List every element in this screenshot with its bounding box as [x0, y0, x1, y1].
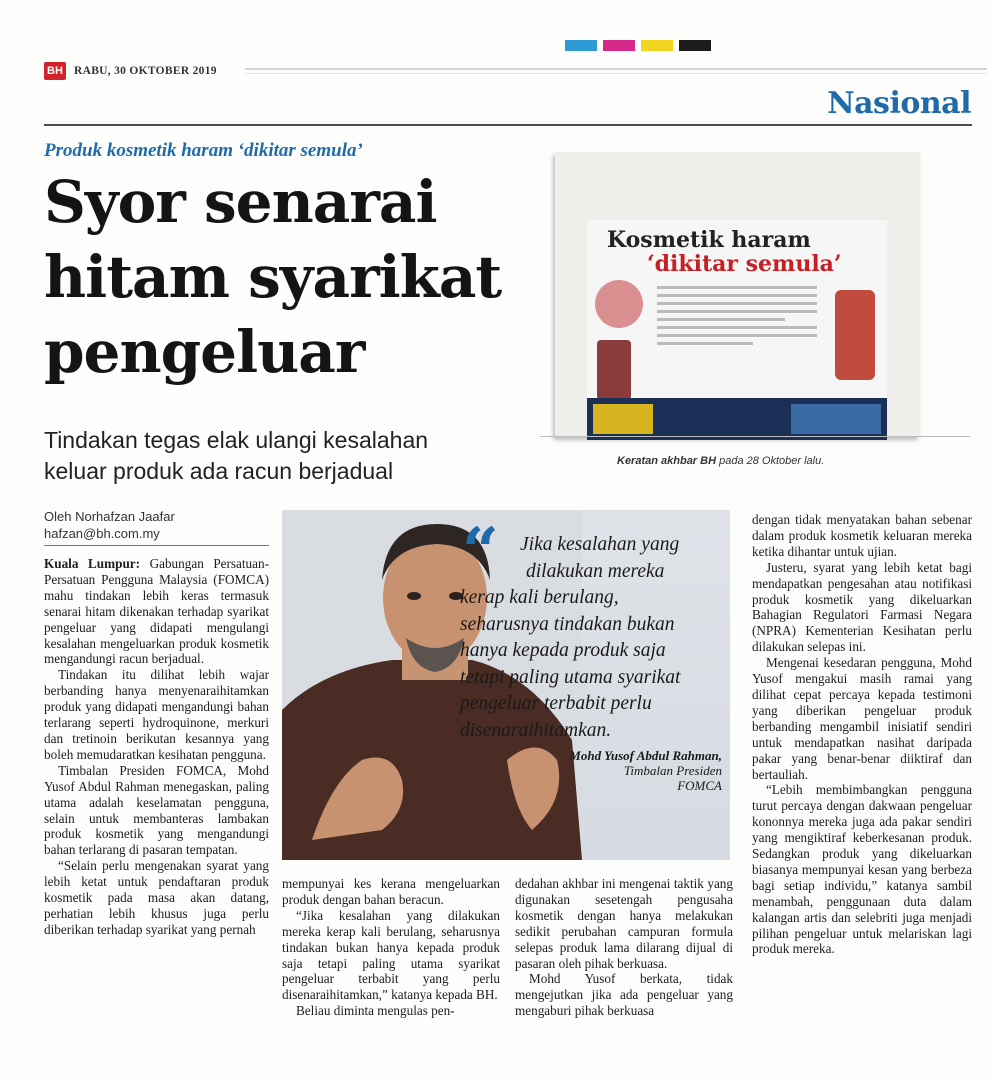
paragraph: mempunyai kes kerana mengeluarkan produk dengan bahan beracun.	[282, 876, 500, 907]
kicker: Produk kosmetik haram ‘dikitar semula’	[44, 140, 363, 161]
clipping-headline-1: Kosmetik haram	[607, 227, 811, 253]
photo-with-quote	[282, 510, 730, 860]
body-column-2	[282, 876, 500, 1019]
paragraph: Beliau diminta mengulas pen-	[296, 1003, 455, 1019]
quote-line: tetapi paling utama syarikat	[460, 666, 681, 688]
lipstick-icon	[597, 340, 631, 400]
section-rule	[44, 124, 972, 126]
quote-line: pengeluar terbabit perlu	[460, 693, 652, 714]
deck-line-1: Tindakan tegas elak ulangi kesalahan	[44, 427, 429, 453]
paragraph: dengan tidak menyatakan bahan sebenar dalam produk kosmetik keluaran mereka ketika dihantar untuk ujian.	[752, 512, 972, 559]
paragraph: Timbalan Presiden FOMCA, Mohd Yusof Abdul Rahman menegaskan, paling utama adalah keselamatan pengguna, selain untuk membanteras lambakan produk kosmetik yang mengandungi bahan terlarang di pasaran tempatan.	[44, 762, 269, 858]
paragraph	[44, 556, 269, 667]
cyan-mark	[565, 40, 597, 51]
paragraph: dedahan akhbar ini mengenai taktik yang digunakan sesetengah pengusaha kosmetik dengan hanya melakukan sedikit perubahan campuran formula selepas produk lama dilarang dijual di pasaran oleh pihak berkuasa.	[515, 876, 733, 971]
pull-quote	[460, 532, 722, 744]
body-column-4	[752, 512, 972, 957]
quote-org: FOMCA	[677, 778, 722, 793]
deck-line-2: keluar produk ada racun berjadual	[44, 458, 394, 484]
magenta-mark	[603, 40, 635, 51]
clipping-page	[587, 220, 887, 440]
paragraph: Mengenai kesedaran pengguna, Mohd Yusof mengakui masih ramai yang dilihat cepat percaya kepada testimoni yang diberikan pengeluar produk berbanding mengambil inisiatif sendiri untuk mendapatkan nasihat daripada pakar yang benar-benar diiktiraf dan bertauliah.	[752, 655, 972, 782]
clipping-headline-2: ‘dikitar semula’	[647, 251, 842, 277]
byline-author: Oleh Norhafzan Jaafar	[44, 509, 175, 524]
dateline: Kuala Lumpur:	[44, 556, 141, 571]
clipping-caption	[617, 455, 824, 467]
paragraph: Tindakan itu dilihat lebih wajar berbanding hanya menyenaraihitamkan produk yang didapati mengandungi bahan terlarang seperti hydroquinone, merkuri dan tretinoin berikutan kesannya yang boleh memudaratkan kesihatan pengguna.	[44, 667, 269, 762]
print-color-marks	[565, 40, 711, 51]
header-rule	[245, 68, 987, 74]
quote-line: hanya kepada produk saja	[460, 640, 666, 661]
deck	[44, 425, 524, 487]
paragraph: “Jika kesalahan yang dilakukan mereka kerap kali berulang, seharusnya tindakan bukan hanya kepada produk saja tetapi paling utama syarikat pengeluar terbabit yang perlu disenaraihitamkan,” katanya kepada BH.	[282, 907, 500, 1003]
body-column-1	[44, 556, 269, 938]
newspaper-clipping-image	[555, 152, 920, 437]
clipping-headline	[607, 228, 842, 276]
paragraph: Justeru, syarat yang lebih ketat bagi mendapatkan pengesahan atau notifikasi produk kosmetik yang dikeluarkan Bahagian Regulatori Farmasi Negara (NPRA) Kementerian Kesihatan perlu dilakukan selepas ini.	[752, 559, 972, 655]
quote-line: dilakukan mereka	[526, 560, 665, 582]
body-column-3	[515, 876, 733, 1019]
paragraph: “Lebih membimbangkan pengguna turut percaya dengan dakwaan pengeluar kononnya mereka juga ada pakar sendiri yang mengiktiraf keberkesanan produk. Sedangkan produk yang dikeluarkan biasanya mempunyai kesan yang berbeza bagi setiap individu,” katanya sambil menambah, penggunaan duta dalam kalangan artis dan selebriti juga menjadi pilihan pengeluar untuk melariskan lagi produk mereka.	[752, 782, 972, 957]
paragraph: “Selain perlu mengenakan syarat yang lebih ketat untuk pendaftaran produk kosmetik pada masa akan datang, perhatian lebih khusus juga perlu diberikan terhadap syarikat yang pernah	[44, 858, 269, 937]
caption-bold: Keratan akhbar BH	[617, 455, 717, 467]
quote-line: Jika kesalahan yang	[520, 534, 680, 555]
byline	[44, 508, 175, 542]
blush-compact-icon	[595, 280, 643, 328]
byline-rule	[44, 545, 269, 546]
quote-role: Timbalan Presiden	[623, 763, 722, 778]
masthead	[44, 62, 217, 80]
quote-line: seharusnya tindakan bukan	[460, 613, 675, 635]
paragraph-text: Gabungan Persatuan-Persatuan Pengguna Malaysia (FOMCA) mahu tindakan lebih keras termasuk senarai hitam dikenakan terhadap syarikat pengeluar yang didapati mengulangi kesalahan mengeluarkan produk kosmetik mengandungi racun berjadual.	[44, 556, 269, 667]
quote-attribution	[569, 748, 722, 793]
byline-email: hafzan@bh.com.my	[44, 526, 160, 541]
clipping-footer	[587, 398, 887, 440]
quote-line: disenaraihitamkan.	[460, 719, 612, 741]
headline-line-1: Syor senarai	[44, 168, 437, 236]
quote-line: kerap kali berulang,	[460, 587, 619, 608]
headline	[44, 165, 544, 390]
ad-block	[593, 404, 653, 434]
quote-name: Mohd Yusof Abdul Rahman,	[569, 748, 722, 763]
cosmetic-bottle-icon	[835, 290, 875, 380]
ad-block-2	[791, 404, 881, 434]
bh-logo: BH	[44, 62, 66, 80]
issue-date: RABU, 30 OKTOBER 2019	[74, 65, 217, 77]
yellow-mark	[641, 40, 673, 51]
black-mark	[679, 40, 711, 51]
caption-text: pada 28 Oktober lalu.	[716, 455, 825, 467]
headline-line-3: pengeluar	[44, 318, 365, 386]
clipping-body-lines	[657, 286, 817, 350]
clipping-baseline	[540, 436, 970, 437]
section-title: Nasional	[827, 86, 971, 121]
quote-mark-icon: “	[462, 514, 499, 589]
paragraph: Mohd Yusof berkata, tidak mengejutkan jika ada pengeluar yang mengaburi pihak berkuasa	[515, 971, 733, 1019]
headline-line-2: hitam syarikat	[44, 243, 502, 311]
